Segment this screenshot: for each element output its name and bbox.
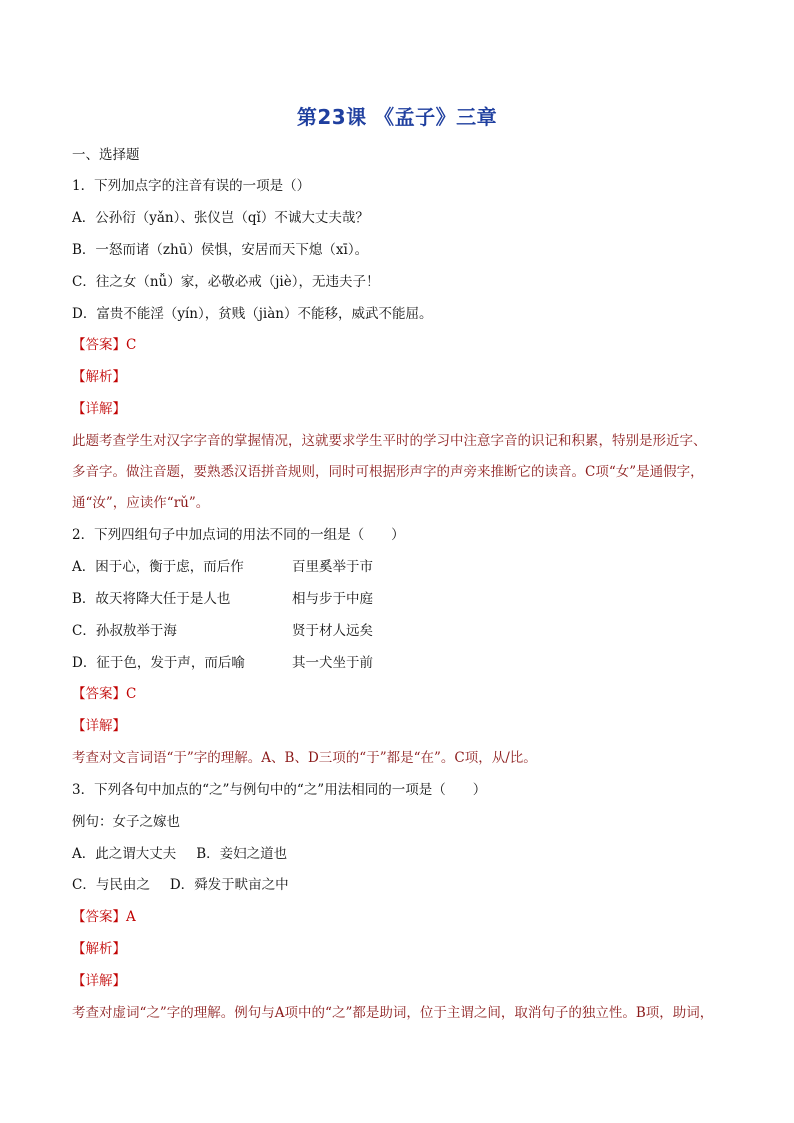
question-3-stem: 3．下列各句中加点的“之”与例句中的“之”用法相同的一项是（ ） xyxy=(72,782,487,798)
answer-value: A xyxy=(126,909,136,925)
question-2-option-d: D．征于色，发于声，而后喻 其一犬坐于前 xyxy=(72,655,373,671)
question-3-options-row-2: C．与民由之 D．舜发于畎亩之中 xyxy=(72,877,289,893)
answer-label: 【答案】 xyxy=(72,909,126,925)
question-2-detail-label: 【详解】 xyxy=(72,718,126,734)
question-3-answer xyxy=(72,908,136,926)
question-1-option-b: B．一怒而诸（zhū）侯惧，安居而天下熄（xī）。 xyxy=(72,242,369,258)
question-1-explanation-line: 此题考查学生对汉字字音的掌握情况，这就要求学生平时的学习中注意字音的识记和积累，特别是形近字、 xyxy=(72,433,707,449)
question-1-option-d: D．富贵不能淫（yín），贫贱（jiàn）不能移，威武不能屈。 xyxy=(72,306,433,322)
question-1-analysis-label: 【解析】 xyxy=(72,369,126,385)
question-3-analysis-label: 【解析】 xyxy=(72,941,126,957)
question-1-stem: 1．下列加点字的注音有误的一项是（） xyxy=(72,178,311,194)
question-1-answer xyxy=(72,336,136,354)
page-title: 第23课 《孟子》三章 xyxy=(296,105,498,129)
question-2-answer xyxy=(72,685,136,703)
answer-value: C xyxy=(126,686,137,702)
question-3-detail-label: 【详解】 xyxy=(72,973,126,989)
question-2-option-a: A．困于心，衡于虑，而后作 百里奚举于市 xyxy=(72,559,373,575)
question-1-option-a: A．公孙衍（yǎn）、张仪岂（qǐ）不诚大丈夫哉？ xyxy=(72,210,369,226)
question-2-stem: 2．下列四组句子中加点词的用法不同的一组是（ ） xyxy=(72,527,405,543)
answer-label: 【答案】 xyxy=(72,686,126,702)
question-2-explanation: 考查对文言词语“于”字的理解。A、B、D三项的“于”都是“在”。C项，从/比。 xyxy=(72,750,537,766)
question-2-option-b: B．故天将降大任于是人也 相与步于中庭 xyxy=(72,591,373,607)
question-1-explanation-line: 通“汝”，应读作“rǔ”。 xyxy=(72,495,210,511)
question-3-explanation: 考查对虚词“之”字的理解。例句与A项中的“之”都是助词，位于主谓之间，取消句子的独立性。B项，助词， xyxy=(72,1005,714,1021)
question-3-options-row-1: A．此之谓大丈夫 B．妾妇之道也 xyxy=(72,846,288,862)
answer-label: 【答案】 xyxy=(72,337,126,353)
question-1-detail-label: 【详解】 xyxy=(72,401,126,417)
question-3-example: 例句：女子之嫁也 xyxy=(72,814,180,830)
question-1-explanation-line: 多音字。做注音题，要熟悉汉语拼音规则，同时可根据形声字的声旁来推断它的读音。C项“女”是通假字， xyxy=(72,464,704,480)
answer-value: C xyxy=(126,337,137,353)
question-2-option-c: C．孙叔敖举于海 贤于材人远矣 xyxy=(72,623,373,639)
section-heading: 一、选择题 xyxy=(72,147,140,163)
question-1-option-c: C．往之女（nǚ）家，必敬必戒（jiè），无违夫子！ xyxy=(72,274,380,290)
